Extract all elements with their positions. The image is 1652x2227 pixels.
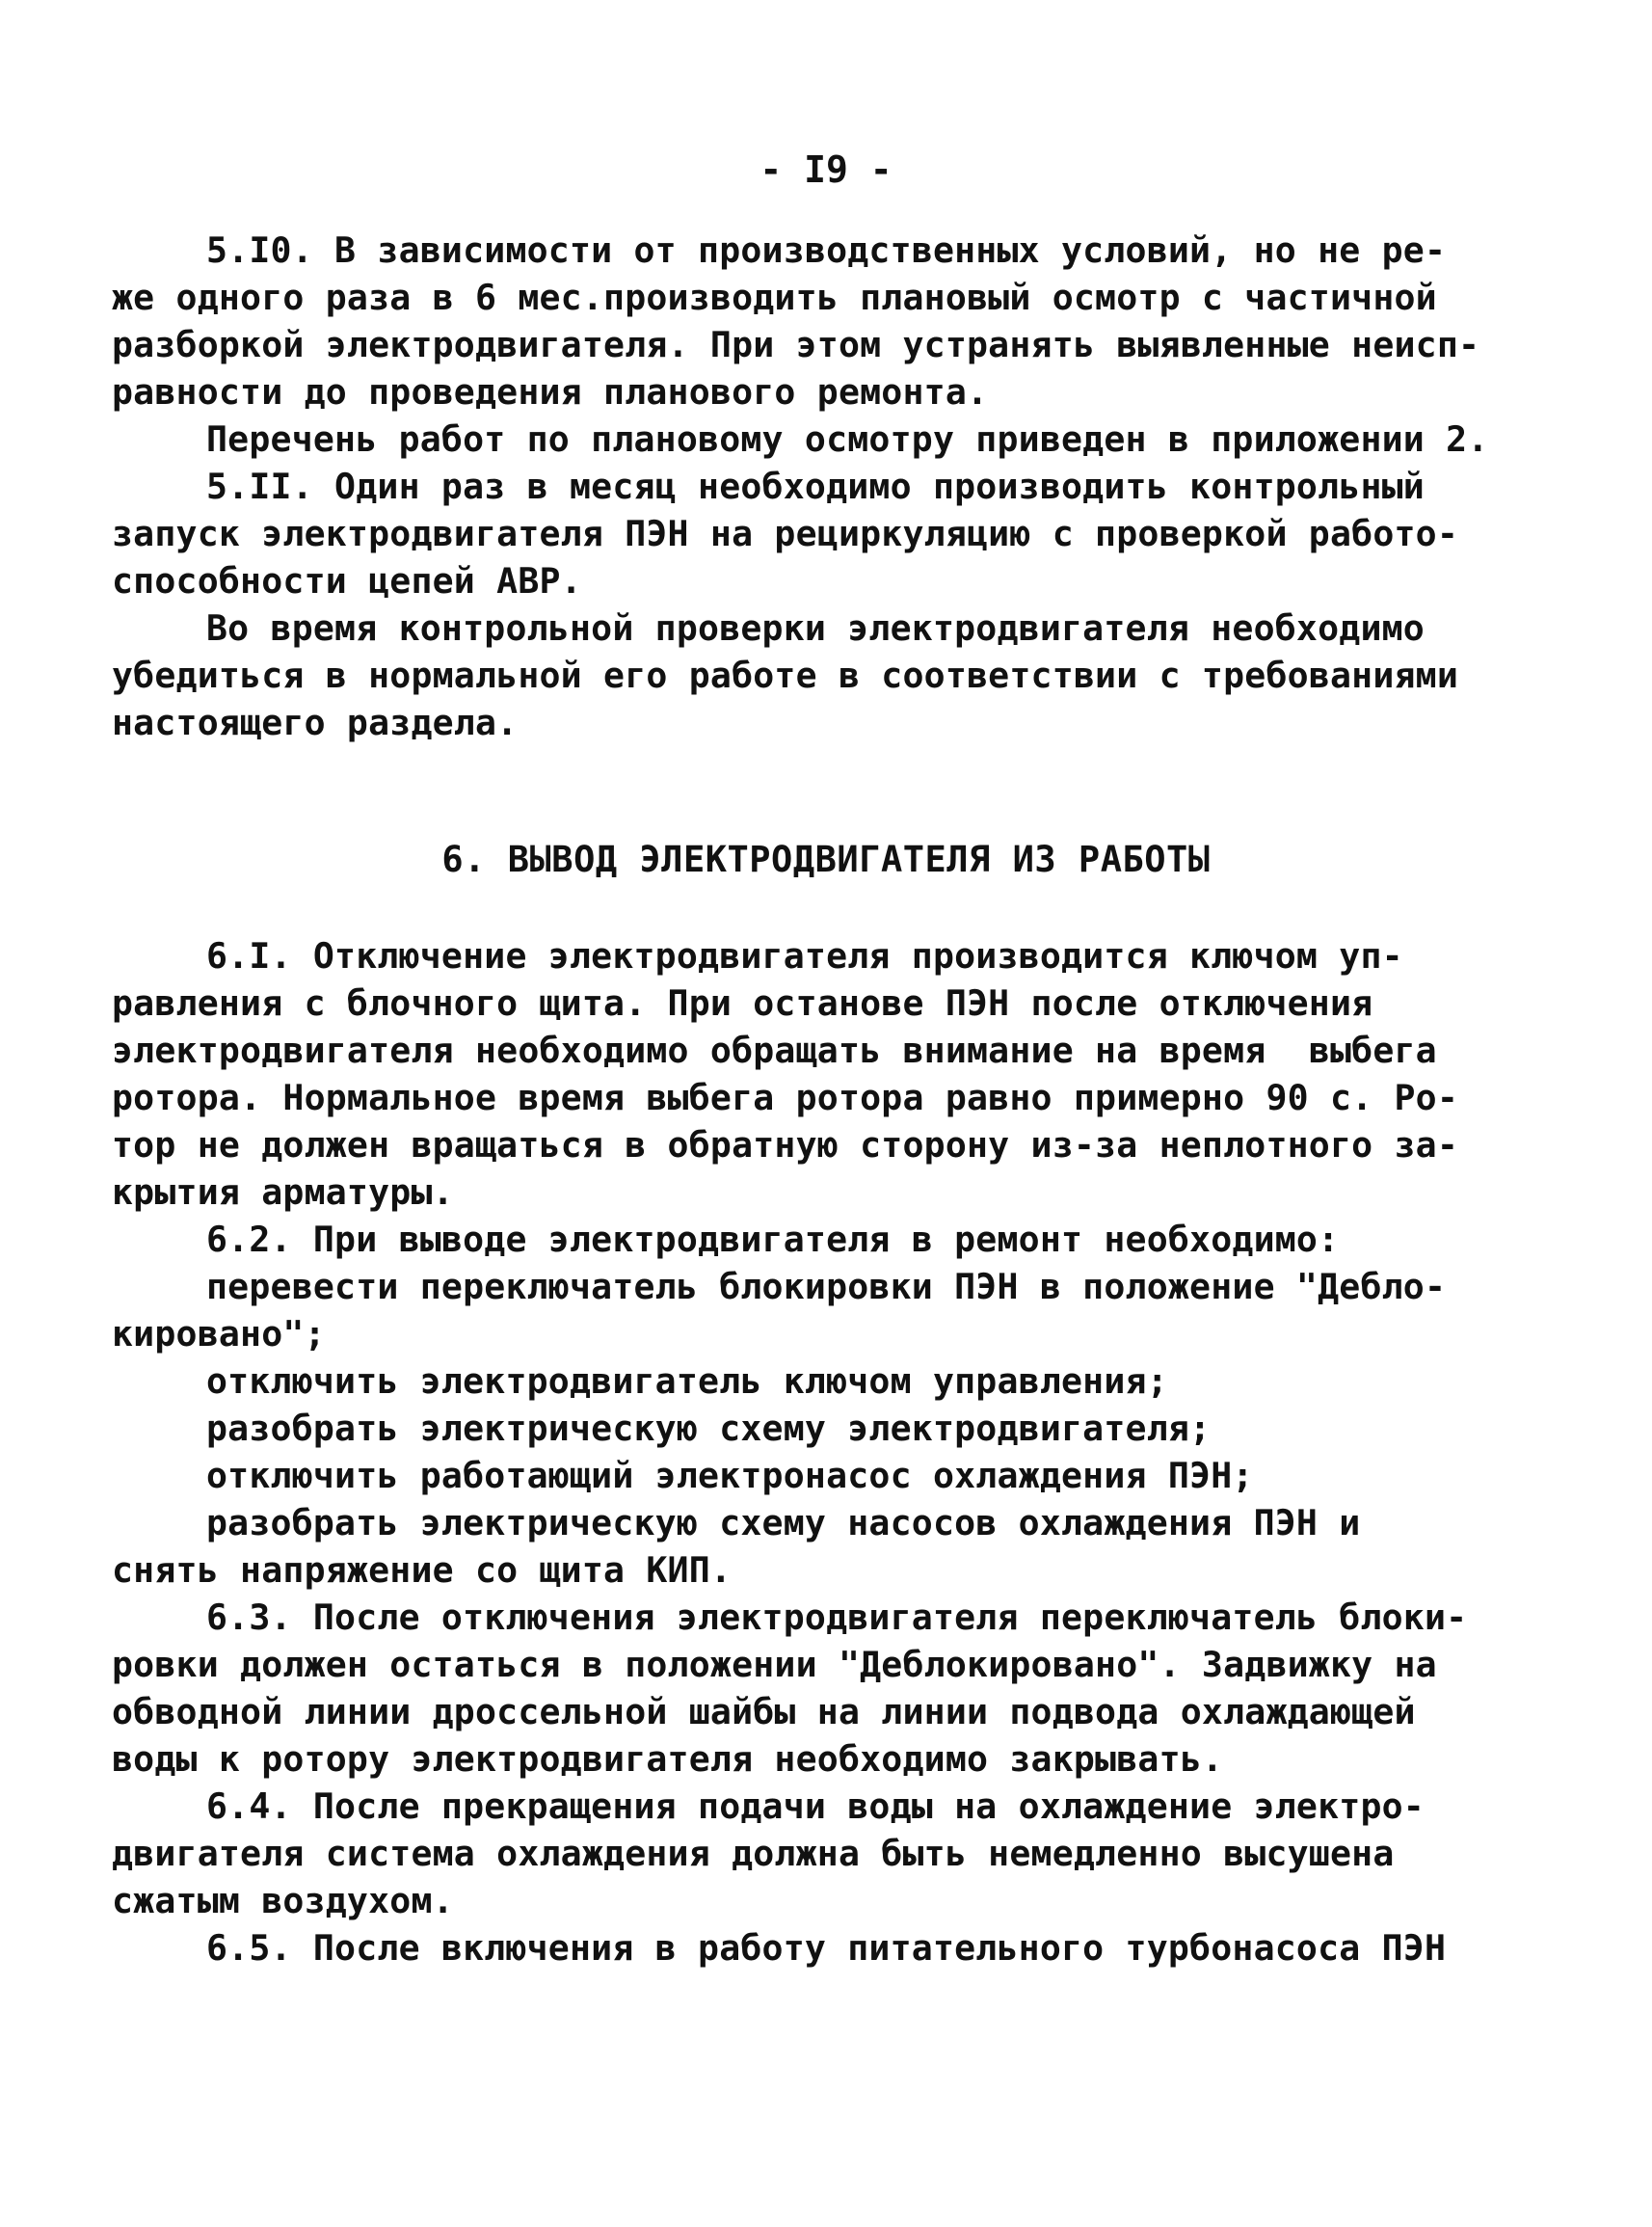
text-line: перевести переключатель блокировки ПЭН в положение "Дебло-: [206, 1266, 1447, 1307]
text-line: ровки должен остаться в положении "Деблокировано". Задвижку на: [112, 1644, 1437, 1685]
text-line: отключить работающий электронасос охлаждения ПЭН;: [206, 1455, 1254, 1496]
text-line: снять напряжение со щита КИП.: [112, 1549, 733, 1591]
text-line: разборкой электродвигателя. При этом устранять выявленные неисп-: [112, 324, 1480, 365]
page-number: - I9 -: [759, 148, 893, 191]
text-line: тор не должен вращаться в обратную сторону из-за неплотного за-: [112, 1124, 1459, 1166]
text-line: равления с блочного щита. При останове ПЭН после отключения: [112, 982, 1373, 1024]
text-line: равности до проведения планового ремонта.: [112, 371, 989, 413]
text-line: убедиться в нормальной его работе в соответствии с требованиями: [112, 655, 1459, 696]
text-line: же одного раза в 6 мес.производить плановый осмотр с частичной: [112, 277, 1437, 318]
text-line: способности цепей АВР.: [112, 560, 582, 602]
text-line: разобрать электрическую схему насосов охлаждения ПЭН и: [206, 1502, 1361, 1543]
text-line: 6.4. После прекращения подачи воды на охлаждение электро-: [206, 1785, 1425, 1827]
text-line: воды к ротору электродвигателя необходимо закрывать.: [112, 1738, 1224, 1780]
text-line: 6.3. После отключения электродвигателя переключатель блоки-: [206, 1596, 1468, 1638]
text-line: отключить электродвигатель ключом управления;: [206, 1360, 1168, 1402]
text-line: 6.5. После включения в работу питательного турбонасоса ПЭН: [206, 1927, 1447, 1969]
text-line: кировано";: [112, 1313, 326, 1355]
text-line: настоящего раздела.: [112, 702, 519, 743]
text-line: Во время контрольной проверки электродвигателя необходимо: [206, 607, 1425, 649]
text-line: 5.I0. В зависимости от производственных условий, но не ре-: [206, 229, 1447, 271]
text-line: Перечень работ по плановому осмотру приведен в приложении 2.: [206, 418, 1489, 460]
text-line: 6.2. При выводе электродвигателя в ремонт необходимо:: [206, 1219, 1340, 1260]
section-heading: 6. ВЫВОД ЭЛЕКТРОДВИГАТЕЛЯ ИЗ РАБОТЫ: [441, 839, 1211, 880]
text-line: запуск электродвигателя ПЭН на рециркуляцию с проверкой работо-: [112, 513, 1459, 554]
text-line: электродвигателя необходимо обращать внимание на время выбега: [112, 1030, 1437, 1071]
text-line: сжатым воздухом.: [112, 1880, 454, 1921]
text-line: крытия арматуры.: [112, 1171, 454, 1213]
text-line: обводной линии дроссельной шайбы на линии подвода охлаждающей: [112, 1691, 1416, 1732]
text-line: ротора. Нормальное время выбега ротора равно примерно 90 с. Ро-: [112, 1077, 1459, 1118]
text-line: 5.II. Один раз в месяц необходимо производить контрольный: [206, 466, 1425, 507]
text-line: двигателя система охлаждения должна быть немедленно высушена: [112, 1833, 1395, 1874]
text-line: 6.I. Отключение электродвигателя производится ключом уп-: [206, 935, 1403, 977]
text-line: разобрать электрическую схему электродвигателя;: [206, 1408, 1212, 1449]
